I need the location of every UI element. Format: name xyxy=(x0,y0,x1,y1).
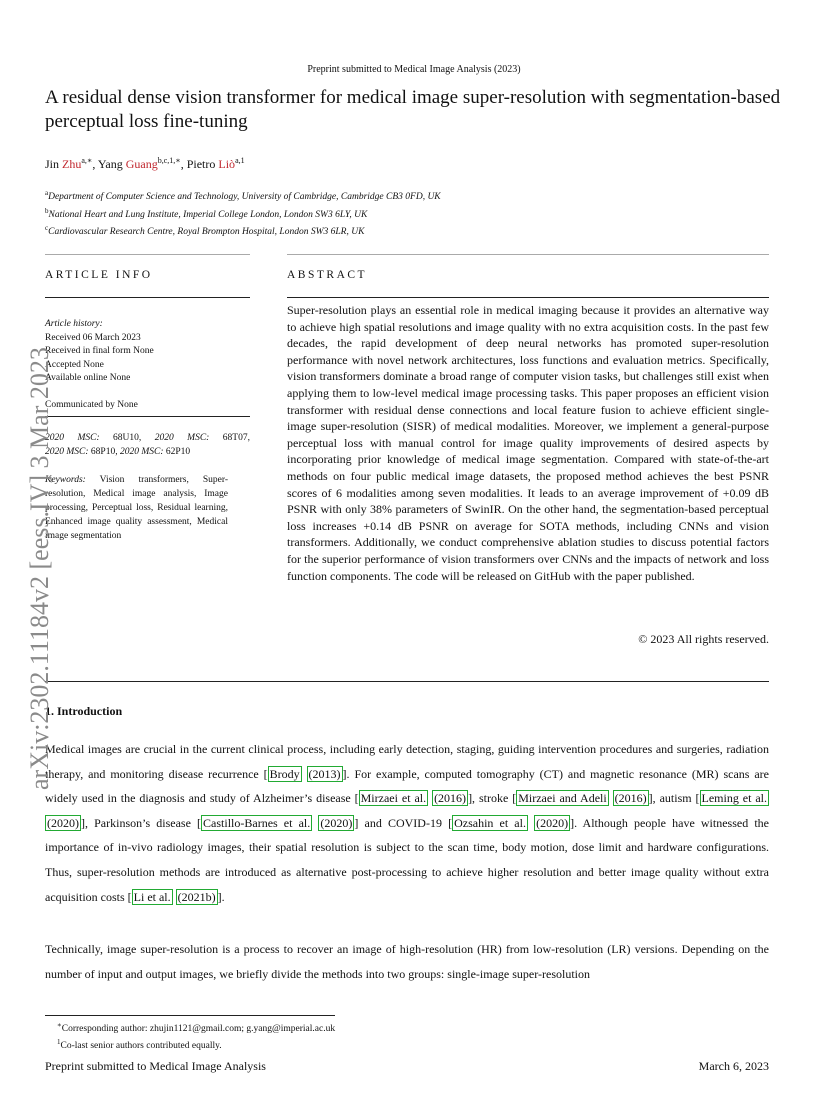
communicated-by: Communicated by None xyxy=(45,399,138,410)
history-line: Received in final form None xyxy=(45,346,154,356)
author-1-surname[interactable]: Zhu xyxy=(62,157,82,171)
author-3-surname[interactable]: Liò xyxy=(218,157,236,171)
citation-link[interactable]: (2020) xyxy=(320,815,353,830)
arxiv-stamp xyxy=(16,300,56,800)
citation-link[interactable]: (2021b) xyxy=(177,889,216,904)
footer-date: March 6, 2023 xyxy=(698,1059,769,1073)
footnotes xyxy=(57,1019,335,1053)
intro-paragraph-1: Medical images are crucial in the current clinical process, including early detection, staging, guiding intervention procedures and surgeries, radiation therapy, and monitoring disease recurrence [ Brody (2013) ]. For example, computed tomography (CT) and magnetic resonance (MR) scans are widely used in the diagnosis and study of Alzheimer’s disease [ Mirzaei et al. (2016) ], stroke [ Mirzaei and Adeli (2016) ], autism [ Leming et al. (2020) ], Parkinson’s disease [ Castillo-Barnes et al. (2020) ] and COVID-19 [ Ozsahin et al. (2020) ]. Although people have witnessed the importance of in-vivo radiology images, their spatial resolution is subject to the scan time, body motion, dose limit and hardware configurations. Thus, super-resolution methods are introduced as alternative post-processing to achieve higher resolution and better image quality without extra acquisition costs [ Li et al. (2021b) ]. xyxy=(45,742,770,904)
divider xyxy=(45,297,250,298)
author-1: Jin Zhu$^{a,∗}$, xyxy=(45,156,98,171)
affiliation: $^c$Cardiovascular Research Centre, Royal Brompton Hospital, London SW3 6LR, UK xyxy=(45,224,365,238)
history-line: Available online None xyxy=(45,373,131,383)
divider xyxy=(287,254,769,255)
msc-codes: 2020 MSC: 68U10, 2020 MSC: 68T07, 2020 MSC: 68P10, 2020 MSC: 62P10 xyxy=(45,433,250,457)
footnote-rule xyxy=(45,1015,335,1016)
article-info-heading: ARTICLE INFO xyxy=(45,269,153,281)
author-2: Yang Guang$^{b,c,1,∗}$, xyxy=(97,156,187,171)
citation-link[interactable]: Li et al. xyxy=(133,889,171,904)
citation-link[interactable]: (2020) xyxy=(47,815,79,830)
citation-link[interactable]: (2016) xyxy=(614,791,647,806)
article-history-label: Article history: xyxy=(45,319,103,329)
citation-link[interactable]: Mirzaei et al. xyxy=(360,791,427,806)
history-line: Accepted None xyxy=(45,359,104,370)
affiliation: $^a$Department of Computer Science and Technology, University of Cambridge, Cambridge CB3 0FD, UK xyxy=(45,189,441,203)
citation-link[interactable]: Mirzaei and Adeli xyxy=(518,791,607,806)
citation-link[interactable]: Brody xyxy=(269,766,300,781)
divider xyxy=(45,681,769,682)
citation-link[interactable]: (2016) xyxy=(434,791,467,806)
keywords: Keywords: Vision transformers, Super-resolution, Medical image analysis, Image processing, Perceptual loss, Residual learning, Enhanced image quality assessment, Medical image segmentation xyxy=(45,475,228,541)
section-heading-introduction: 1. Introduction xyxy=(45,704,123,718)
footnote: ∗Corresponding author: zhujin1121@gmail.com; g.yang@imperial.ac.uk xyxy=(57,1021,336,1035)
divider xyxy=(45,416,250,417)
abstract-body: Super-resolution plays an essential role in medical imaging because it provides an alternative way to achieve high spatial resolutions and image quality with no extra acquisition costs. In the past few decades, the rapid development of deep neural networks has promoted super-resolution performance with novel network architectures, loss functions and evaluation metrics. Specifically, vision transformers dominate a broad range of computer vision tasks, but challenges still exist when applying them to low-level medical image processing tasks. This paper proposes an efficient vision transformer with residual dense connections and local feature fusion to achieve efficient single-image super-resolution (SISR) of medical modalities. Moreover, we implement a general-purpose perceptual loss with manual control for image quality improvements of desired aspects by incorporating prior knowledge of medical image segmentation. Compared with state-of-the-art methods on four public medical image datasets, the proposed method achieves the best PSNR scores of 6 modalities among seven modalities. It leads to an average improvement of +0.09 dB PSNR with only 38% parameters of SwinIR. On the other hand, the segmentation-based perceptual loss increases +0.14 dB PSNR on average for SOTA methods, including CNNs and vision transformers. Additionally, we conduct comprehensive ablation studies to discuss potential factors for the superior performance of vision transformers over CNNs and the impacts of network and loss function components. The code will be released on GitHub with the paper published. xyxy=(287,303,769,583)
author-3: Pietro Liò$^{a,1}$ xyxy=(186,156,245,171)
intro-paragraph-2: Technically, image super-resolution is a process to recover an image of high-resolution (HR) from low-resolution (LR) versions. Depending on the number of input and output images, we briefly divide the methods into two groups: single-image super-resolution xyxy=(45,942,769,981)
citation-link[interactable]: Leming et al. xyxy=(701,791,768,806)
divider xyxy=(287,297,769,298)
divider xyxy=(45,254,250,255)
footnote: $^1$Co-last senior authors contributed equally. xyxy=(57,1038,222,1052)
author-2-surname[interactable]: Guang xyxy=(125,157,158,171)
citation-link[interactable]: (2013) xyxy=(308,766,341,781)
affiliation: $^b$National Heart and Lung Institute, Imperial College London, London SW3 6LY, UK xyxy=(45,206,368,220)
affiliations xyxy=(45,187,441,240)
running-head: Preprint submitted to Medical Image Analysis (2023) xyxy=(307,64,521,75)
arxiv-id-text: arXiv:2302.11184v2 [eess.IV] 3 Mar 2023 xyxy=(25,347,54,790)
footer-journal: Preprint submitted to Medical Image Analysis xyxy=(45,1059,266,1073)
citation-link[interactable]: (2020) xyxy=(536,815,569,830)
paper-title: A residual dense vision transformer for medical image super-resolution with segmentation-based perceptual loss fine-tuning xyxy=(45,87,781,132)
history-line: Received 06 March 2023 xyxy=(45,332,141,343)
abstract-heading: ABSTRACT xyxy=(287,269,368,281)
citation-link[interactable]: Ozsahin et al. xyxy=(454,815,526,830)
author-list xyxy=(45,156,245,172)
article-info xyxy=(45,318,250,412)
citation-link[interactable]: Castillo-Barnes et al. xyxy=(203,815,311,830)
copyright: © 2023 All rights reserved. xyxy=(638,632,769,646)
